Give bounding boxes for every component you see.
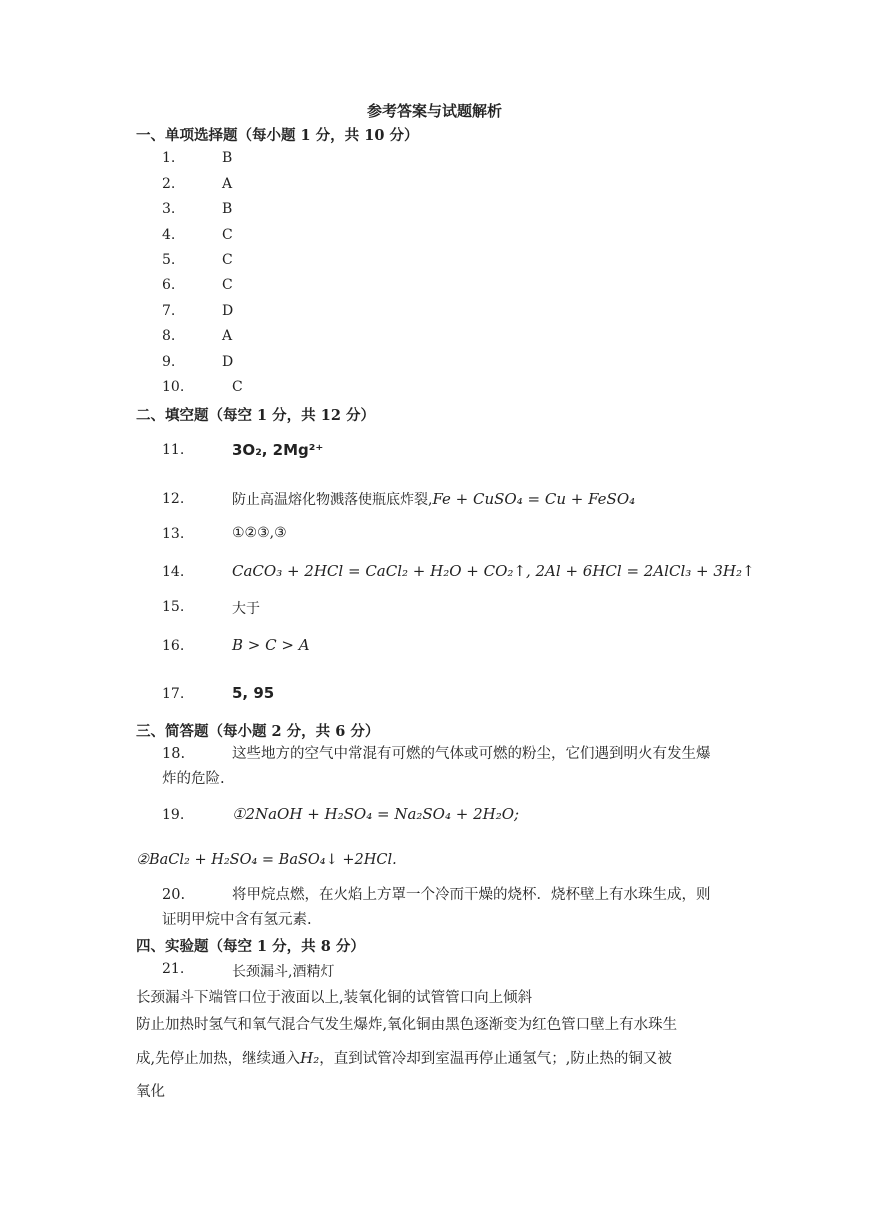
equation: ①2NaOH + H₂SO₄ = Na₂SO₄ + 2H₂O; xyxy=(232,805,520,823)
question-num: 20. xyxy=(162,887,186,903)
choice-num: 10. xyxy=(162,379,185,395)
exp-answer-line xyxy=(136,1047,672,1068)
fill-num: 13. xyxy=(162,526,185,542)
short-num: 19. xyxy=(162,807,185,823)
formula: H₂ xyxy=(300,1049,320,1067)
fill-answer: ①②③,③ xyxy=(232,525,287,541)
choice-num: 4. xyxy=(162,227,176,243)
answer-text: 将甲烷点燃，在火焰上方罩一个冷而干燥的烧杯．烧杯壁上有水珠生成，则 xyxy=(232,887,711,903)
exp-answer-line: 氧化 xyxy=(136,1084,165,1100)
choice-answer: D xyxy=(222,354,234,370)
fill-num: 17. xyxy=(162,686,185,702)
text-segment: ，直到试管冷却到室温再停止通氢气；,防止热的铜又被 xyxy=(319,1051,672,1067)
choice-num: 6. xyxy=(162,277,176,293)
question-num: 18. xyxy=(162,746,186,762)
choice-num: 2. xyxy=(162,176,176,192)
section-heading-exp: 四、实验题（每空 1 分，共 8 分） xyxy=(136,938,365,955)
choice-answer: C xyxy=(222,277,233,293)
answer-text: 证明甲烷中含有氢元素. xyxy=(162,912,312,928)
choice-num: 8. xyxy=(162,328,176,344)
fill-num: 16. xyxy=(162,638,185,654)
fill-answer: 3O₂, 2Mg²⁺ xyxy=(232,441,324,459)
section-heading-short: 三、简答题（每小题 2 分，共 6 分） xyxy=(136,723,380,740)
choice-num: 3. xyxy=(162,201,176,217)
choice-answer: D xyxy=(222,303,234,319)
fill-num: 11. xyxy=(162,442,185,458)
choice-num: 9. xyxy=(162,354,176,370)
choice-answer: A xyxy=(222,328,233,344)
equation: ②BaCl₂ + H₂SO₄ = BaSO₄↓ +2HCl. xyxy=(136,852,397,868)
fill-answer: 大于 xyxy=(232,601,260,617)
exp-num: 21. xyxy=(162,961,185,977)
section-heading-choice: 一、单项选择题（每小题 1 分，共 10 分） xyxy=(136,127,419,144)
choice-answer: C xyxy=(232,379,243,395)
short-answer-20 xyxy=(162,883,737,933)
answer-text: 炸的危险. xyxy=(162,771,225,787)
choice-answer: C xyxy=(222,227,233,243)
fill-answer: 5, 95 xyxy=(232,684,275,702)
fill-answer: B > C > A xyxy=(232,636,310,654)
short-answer-18 xyxy=(162,742,737,792)
section-heading-fill: 二、填空题（每空 1 分，共 12 分） xyxy=(136,407,375,424)
choice-num: 5. xyxy=(162,252,176,268)
fill-num: 14. xyxy=(162,564,185,580)
fill-answer: CaCO₃ + 2HCl = CaCl₂ + H₂O + CO₂↑, 2Al + 6HCl = 2AlCl₃ + 3H₂↑ xyxy=(232,562,755,580)
choice-answer: A xyxy=(222,176,233,192)
choice-num: 1. xyxy=(162,150,176,166)
choice-answer: B xyxy=(222,150,233,166)
fill-num: 12. xyxy=(162,491,185,507)
answer-text: 这些地方的空气中常混有可燃的气体或可燃的粉尘，它们遇到明火有发生爆 xyxy=(232,746,711,762)
fill-text: 防止高温熔化物溅落使瓶底炸裂, xyxy=(232,492,433,508)
exp-answer: 长颈漏斗,酒精灯 xyxy=(232,964,335,980)
exp-answer-line: 防止加热时氢气和氧气混合气发生爆炸,氧化铜由黑色逐渐变为红色管口壁上有水珠生 xyxy=(136,1017,678,1033)
choice-answer: B xyxy=(222,201,233,217)
choice-answer: C xyxy=(222,252,233,268)
exp-answer-line: 长颈漏斗下端管口位于液面以上,装氧化铜的试管管口向上倾斜 xyxy=(136,990,533,1006)
text-segment: 成,先停止加热，继续通入 xyxy=(136,1051,301,1067)
choice-num: 7. xyxy=(162,303,176,319)
equation: Fe + CuSO₄ = Cu + FeSO₄ xyxy=(432,490,636,508)
fill-answer xyxy=(232,489,635,509)
fill-num: 15. xyxy=(162,599,185,615)
page-title: 参考答案与试题解析 xyxy=(366,102,502,120)
